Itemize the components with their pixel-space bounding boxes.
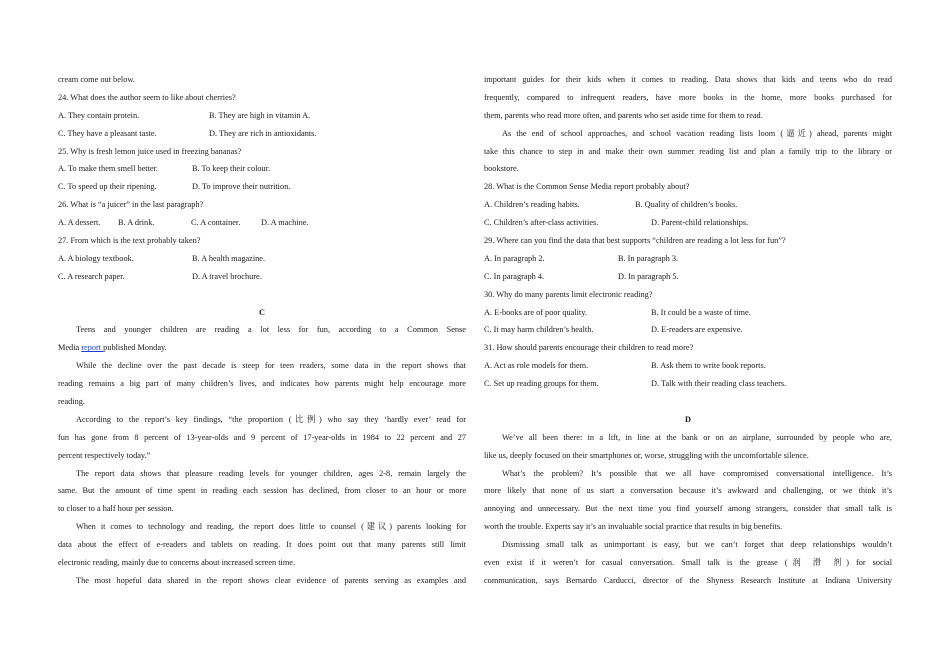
option-28d: D. Parent-child relationships. bbox=[651, 218, 749, 228]
passage-c-p7-line1: As the end of school approaches, and school vacation reading lists loom (逼近) ahead, parents might bbox=[502, 128, 892, 138]
passage-c-p2-line3: reading. bbox=[58, 397, 85, 407]
passage-c-p6-line3: frequently, compared to infrequent readers, have more books in the home, more books purchased for bbox=[484, 92, 892, 102]
passage-c-p7-line2: take this chance to step in and make their own summer reading list and plan a family trip to the library or bbox=[484, 146, 892, 156]
option-29c: C. In paragraph 4. bbox=[484, 271, 545, 281]
question-31-options-row2 bbox=[484, 375, 892, 393]
option-30d: D. E-readers are expensive. bbox=[651, 325, 743, 335]
question-31-options-row1 bbox=[484, 357, 892, 375]
passage-c-p3-line3: percent respectively today.” bbox=[58, 450, 151, 460]
spacer bbox=[484, 393, 892, 411]
section-c-heading: C bbox=[259, 307, 265, 317]
spacer bbox=[58, 286, 466, 304]
passage-c-p2-line1: While the decline over the past decade is steep for teen readers, some data in the report shows that bbox=[76, 361, 466, 371]
option-24c: C. They have a pleasant taste. bbox=[58, 128, 157, 138]
passage-c-p3-line1: According to the report’s key findings, “the proportion (比例) who say they ‘hardly ever’ read for bbox=[76, 414, 466, 424]
passage-d-p2-line2: more likely that none of us start a conversation because it’s awkward and challenging, or we think it’s bbox=[484, 486, 892, 496]
option-24a: A. They contain protein. bbox=[58, 110, 140, 120]
passage-c-p1-text: Media bbox=[58, 343, 82, 353]
option-29d: D. In paragraph 5. bbox=[618, 271, 679, 281]
question-28: 28. What is the Common Sense Media report probably about? bbox=[484, 182, 690, 192]
option-26b: B. A drink. bbox=[118, 218, 155, 228]
question-30: 30. Why do many parents limit electronic reading? bbox=[484, 289, 653, 299]
option-29a: A. In paragraph 2. bbox=[484, 253, 545, 263]
passage-c-p5-line2: data about the effect of e-readers and tablets on reading. It does point out that many parents still limit bbox=[58, 540, 466, 550]
question-26-options bbox=[58, 214, 466, 232]
option-24b: B. They are high in vitamin A. bbox=[209, 110, 311, 120]
passage-c-p4-line1: The report data shows that pleasure reading levels for younger children, ages 2-8, remain largely the bbox=[76, 468, 466, 478]
passage-c-p1-line1: Teens and younger children are reading a lot less for fun, according to a Common Sense bbox=[76, 325, 466, 335]
option-28a: A. Children’s reading habits. bbox=[484, 200, 580, 210]
question-27-options-row2 bbox=[58, 268, 466, 286]
question-27: 27. From which is the text probably taken? bbox=[58, 236, 201, 246]
passage-c-p3-line2: fun has gone from 8 percent of 13-year-olds and 9 percent of 17-year-olds in 1984 to 22 percent and 27 bbox=[58, 432, 466, 442]
question-25-options-row1 bbox=[58, 160, 466, 178]
question-28-options-row1 bbox=[484, 196, 892, 214]
passage-d-p2-line4: worth the trouble. Experts say it’s an invaluable social practice that results in big benefits. bbox=[484, 522, 783, 532]
option-24d: D. They are rich in antioxidants. bbox=[209, 128, 317, 138]
passage-c-p2-line2: reading remains a big part of many children’s lives, and indicates how parents might help encourage more bbox=[58, 379, 466, 389]
question-25: 25. Why is fresh lemon juice used in freezing bananas? bbox=[58, 146, 242, 156]
option-26d: D. A machine. bbox=[261, 218, 309, 228]
option-27a: A. A biology textbook. bbox=[58, 253, 134, 263]
option-29b: B. In paragraph 3. bbox=[618, 253, 679, 263]
question-29: 29. Where can you find the data that best supports “children are reading a lot less for fun”? bbox=[484, 236, 786, 246]
passage-d-p3-line2: even exist if it weren’t for casual conversation. Small talk is the grease (润 滑 剂) for social bbox=[484, 558, 892, 568]
section-d-heading: D bbox=[685, 414, 691, 424]
passage-d-p1-line2: like us, deeply focused on their smartphones or, worse, struggling with the uncomfortable silence. bbox=[484, 450, 809, 460]
passage-c-p6-line2: important guides for their kids when it comes to reading. Data shows that kids and teens who do read bbox=[484, 75, 892, 84]
option-31c: C. Set up reading groups for them. bbox=[484, 379, 599, 389]
option-26c: C. A container. bbox=[191, 218, 241, 228]
passage-c-p7-line3: bookstore. bbox=[484, 164, 519, 174]
option-27c: C. A research paper. bbox=[58, 271, 125, 281]
passage-c-p4-line2: same. But the amount of time spent in reading each session has declined, from closer to an hour or more bbox=[58, 486, 466, 496]
left-column bbox=[58, 71, 466, 590]
option-26a: A. A dessert. bbox=[58, 218, 101, 228]
option-31a: A. Act as role models for them. bbox=[484, 361, 589, 371]
passage-c-p6-line1: The most hopeful data shared in the report shows clear evidence of parents serving as examples and bbox=[76, 575, 466, 585]
question-25-options-row2 bbox=[58, 178, 466, 196]
passage-d-p2-line1: What’s the problem? It’s possible that we all have compromised conversational intelligence. It’s bbox=[502, 468, 892, 478]
option-30c: C. It may harm children’s health. bbox=[484, 325, 594, 335]
option-30a: A. E-books are of poor quality. bbox=[484, 307, 587, 317]
option-31d: D. Talk with their reading class teachers. bbox=[651, 379, 787, 389]
passage-c-p1-line2 bbox=[58, 339, 466, 357]
question-24-options-row2 bbox=[58, 125, 466, 143]
question-27-options-row1 bbox=[58, 250, 466, 268]
passage-c-p5-line1: When it comes to technology and reading, the report does little to counsel (建议) parents looking for bbox=[76, 522, 466, 532]
passage-c-p5-line3: electronic reading, mainly due to concerns about increased screen time. bbox=[58, 558, 296, 568]
passage-d-p1-line1: We’ve all been there: in a lift, in line at the bank or on an airplane, surrounded by people who are, bbox=[502, 432, 892, 442]
passage-d-p3-line1: Dismissing small talk as unimportant is easy, but we can’t forget that deep relationships wouldn’t bbox=[502, 540, 892, 550]
question-24-options-row1 bbox=[58, 107, 466, 125]
question-31: 31. How should parents encourage their children to read more? bbox=[484, 343, 694, 353]
question-26: 26. What is “a juicer” in the last paragraph? bbox=[58, 200, 204, 210]
question-29-options-row2 bbox=[484, 268, 892, 286]
right-column bbox=[484, 71, 892, 590]
passage-c-p6-line4: them, parents who read more often, and parents who set aside time for them to read. bbox=[484, 110, 763, 120]
question-24: 24. What does the author seem to like about cherries? bbox=[58, 92, 236, 102]
passage-c-p4-line3: to closer to a half hour per session. bbox=[58, 504, 174, 514]
option-30b: B. It could be a waste of time. bbox=[651, 307, 751, 317]
option-25d: D. To improve their nutrition. bbox=[192, 182, 291, 192]
option-28b: B. Quality of children’s books. bbox=[635, 200, 738, 210]
option-25a: A. To make them smell better. bbox=[58, 164, 158, 174]
option-25b: B. To keep their colour. bbox=[192, 164, 271, 174]
report-link[interactable]: report bbox=[81, 343, 104, 353]
question-28-options-row2 bbox=[484, 214, 892, 232]
question-30-options-row1 bbox=[484, 304, 892, 322]
passage-d-p3-line3: communication, says Bernardo Carducci, director of the Shyness Research Institute at Indiana University bbox=[484, 575, 892, 585]
passage-c-p1-text-end: published Monday. bbox=[103, 343, 167, 353]
option-31b: B. Ask them to write book reports. bbox=[651, 361, 766, 371]
question-29-options-row1 bbox=[484, 250, 892, 268]
option-28c: C. Children’s after-class activities. bbox=[484, 218, 599, 228]
option-27d: D. A travel brochure. bbox=[192, 271, 262, 281]
question-30-options-row2 bbox=[484, 321, 892, 339]
option-25c: C. To speed up their ripening. bbox=[58, 182, 157, 192]
option-27b: B. A health magazine. bbox=[192, 253, 266, 263]
carryover-text: cream come out below. bbox=[58, 75, 135, 84]
passage-d-p2-line3: annoying and unnecessary. But the next time you find yourself among strangers, consider that small talk is bbox=[484, 504, 892, 514]
